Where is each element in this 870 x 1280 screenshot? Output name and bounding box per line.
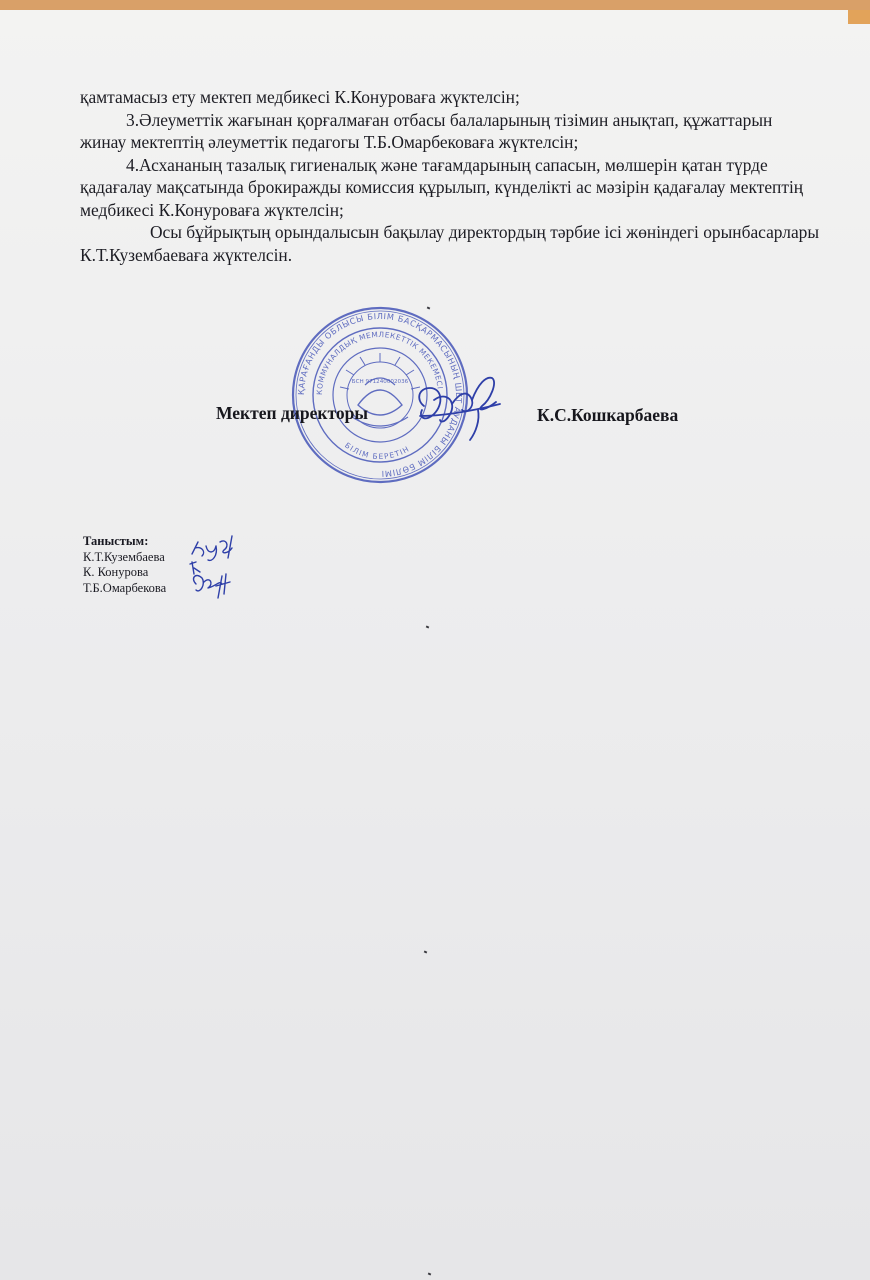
stamp-inner-text: КОММУНАЛДЫҚ МЕМЛЕКЕТТІК МЕКЕМЕСІ <box>314 329 445 396</box>
paper-speck <box>428 1272 432 1275</box>
paragraph-4: Осы бұйрықтың орындалысын бақылау директордың тәрбие ісі жөніндегі орынбасарлары К.Т.Кузембаеваға жүктелсін. <box>80 222 820 265</box>
director-title: Мектеп директоры <box>216 403 368 423</box>
paragraph-2: 3.Әлеуметтік жағынан қорғалмаған отбасы балаларының тізімин анықтап, құжаттарын жинау мектептің әлеуметтік педагогы Т.Б.Омарбековаға жүктелсін; <box>80 109 773 152</box>
stamp-outer-text: ҚАРАҒАНДЫ ОБЛЫСЫ БІЛІМ БАСҚАРМАСЫНЫҢ ШЕТ АУДАНЫ БІЛІМ БӨЛІМІ <box>295 310 465 480</box>
stamp-number: БСН 971240002036 <box>351 379 409 385</box>
acknowledgement-name: К. Конурова <box>83 565 149 579</box>
acknowledgement-name: Т.Б.Омарбекова <box>83 580 167 595</box>
document-page <box>0 10 870 1280</box>
acknowledgement-block <box>83 534 166 596</box>
acknowledgement-name: К.Т.Кузембаева <box>83 549 165 564</box>
acknowledgement-signatures-icon <box>186 532 246 602</box>
paragraph-1: қамтамасыз ету мектеп медбикесі К.Конуроваға жүктелсін; <box>80 87 520 107</box>
order-body <box>80 86 820 266</box>
stamp-bottom-text: БІЛІМ БЕРЕТІН <box>343 440 412 462</box>
paper-edge <box>848 10 870 24</box>
director-name: К.С.Кошкарбаева <box>537 405 679 425</box>
director-signature-icon <box>412 370 507 445</box>
paper-speck <box>426 625 430 628</box>
acknowledgement-title: Таныстым: <box>83 534 149 548</box>
paragraph-3: 4.Асхананың тазалық гигиеналық және тағамдарының сапасын, мөлшерін қатан түрде қадағалау мақсатында брокиражды комиссия құрылып, күнделікті ас мәзірін қадағалау мектептің медбикесі К.Конуроваға жүктелсін; <box>80 154 804 220</box>
paper-speck <box>424 950 428 953</box>
